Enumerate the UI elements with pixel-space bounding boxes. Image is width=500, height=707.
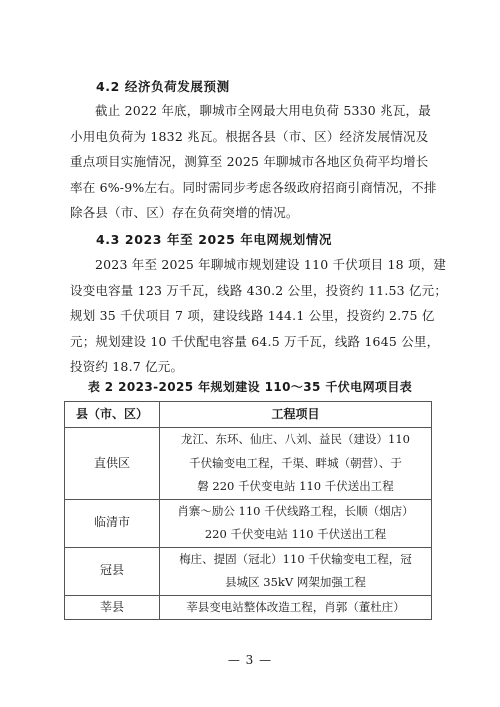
column-header-county: 县（市、区） bbox=[65, 402, 160, 428]
project-line: 莘县变电站整体改造工程，肖郭（董杜庄） bbox=[186, 599, 405, 614]
project-line: 220 千伏变电站 110 千伏送出工程 bbox=[204, 527, 387, 541]
project-cell bbox=[160, 595, 432, 620]
text-line: 重点项目实施情况，测算至 2025 年聊城市各地区负荷平均增长 bbox=[70, 154, 429, 169]
section-heading-4-2: 4.2 经济负荷发展预测 bbox=[96, 79, 230, 94]
project-cell bbox=[160, 499, 432, 547]
project-cell bbox=[160, 547, 432, 595]
table-caption: 表 2 2023-2025 年规划建设 110～35 千伏电网项目表 bbox=[87, 380, 413, 394]
county-cell: 莘县 bbox=[65, 595, 160, 620]
text-line: 设变电容量 123 万千瓦，线路 430.2 公里，投资约 11.53 亿元； bbox=[70, 282, 448, 298]
project-line: 县城区 35kV 网架加强工程 bbox=[225, 575, 366, 589]
project-line: 梅庄、提固（冠北）110 千伏输变电工程，冠 bbox=[179, 551, 412, 566]
table-row bbox=[65, 547, 432, 595]
table-row bbox=[65, 499, 432, 547]
county-cell: 临清市 bbox=[65, 499, 160, 547]
county-cell: 直供区 bbox=[65, 428, 160, 500]
text-line: 小用电负荷为 1832 兆瓦。根据各县（市、区）经济发展情况及 bbox=[70, 128, 429, 144]
text-line: 元；规划建设 10 千伏配电容量 64.5 万千瓦，线路 1645 公里， bbox=[70, 333, 440, 349]
project-line: 龙江、东环、仙庄、八刘、益民（建设）110 bbox=[181, 432, 410, 446]
section-heading-4-3: 4.3 2023 年至 2025 年电网规划情况 bbox=[96, 232, 333, 247]
table-row bbox=[65, 428, 432, 500]
paragraph-load-forecast bbox=[70, 98, 440, 226]
text-line: 2023 年至 2025 年聊城市规划建设 110 千伏项目 18 项，建 bbox=[95, 257, 447, 272]
table-row bbox=[65, 595, 432, 620]
project-line: 磐 220 千伏变电站 110 千伏送出工程 bbox=[197, 479, 394, 493]
paragraph-grid-plan bbox=[70, 252, 448, 380]
column-header-project: 工程项目 bbox=[160, 402, 432, 428]
project-line: 肖寨～励公 110 千伏线路工程，长顺（烟店） bbox=[177, 503, 414, 518]
table-header-row bbox=[65, 402, 432, 428]
project-cell bbox=[160, 428, 432, 500]
project-line: 千伏输变电工程，千渠、畔城（朝营）、于 bbox=[189, 455, 402, 470]
text-line: 截止 2022 年底，聊城市全网最大用电负荷 5330 兆瓦，最 bbox=[95, 103, 431, 118]
text-line: 投资约 18.7 亿元。 bbox=[70, 359, 184, 374]
county-cell: 冠县 bbox=[65, 547, 160, 595]
project-table bbox=[64, 401, 432, 620]
page-number: — 3 — bbox=[227, 653, 273, 667]
text-line: 规划 35 千伏项目 7 项，建设线路 144.1 公里，投资约 2.75 亿 bbox=[70, 308, 435, 323]
text-line: 除各县（市、区）存在负荷突增的情况。 bbox=[70, 205, 299, 220]
text-line: 率在 6%-9%左右。同时需同步考虑各级政府招商引商情况，不排 bbox=[70, 179, 437, 195]
